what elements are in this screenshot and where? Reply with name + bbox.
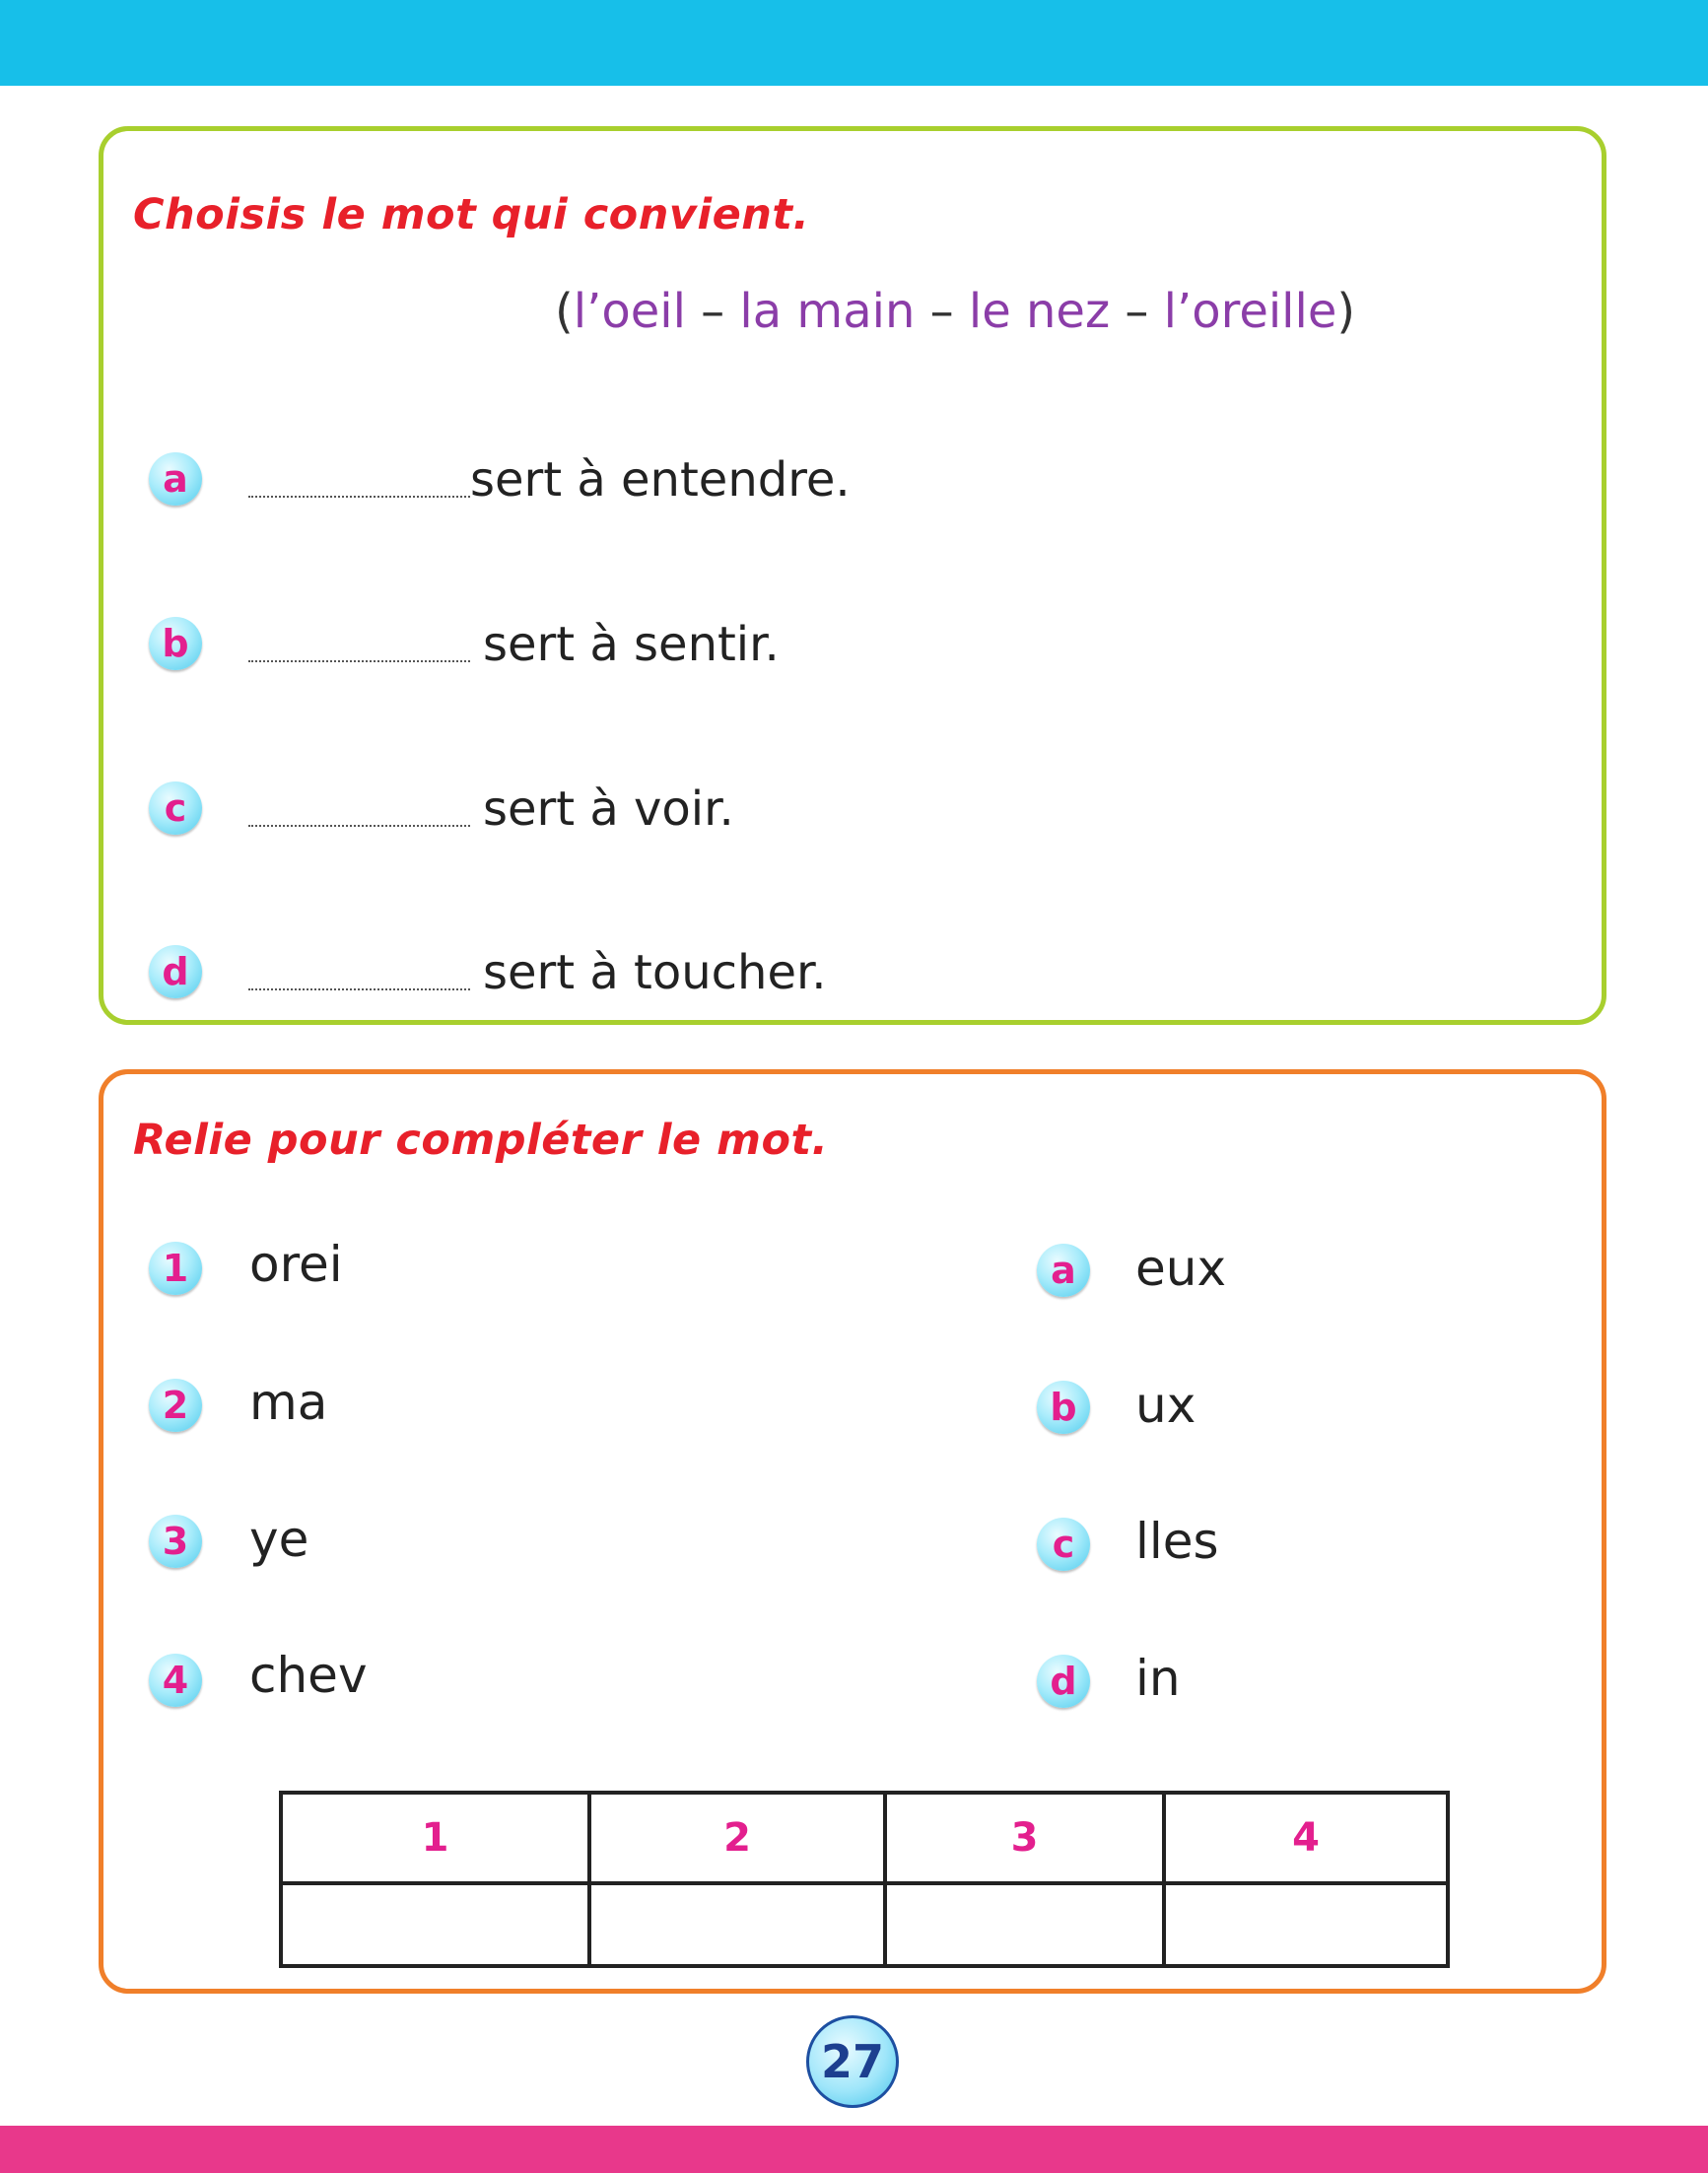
top-color-band xyxy=(0,0,1708,86)
right-ending-d[interactable]: in xyxy=(1135,1650,1181,1707)
right-ending-c[interactable]: lles xyxy=(1135,1513,1219,1570)
exercise-2-box xyxy=(99,1069,1606,1994)
word-bank-separator: – xyxy=(1110,284,1164,339)
word-bank-word: l’oreille xyxy=(1163,284,1337,339)
word-bank-open-paren: ( xyxy=(555,284,574,339)
left-word-2[interactable]: ma xyxy=(249,1374,328,1431)
sentence-d: sert à toucher. xyxy=(483,945,827,1000)
right-ending-b[interactable]: ux xyxy=(1135,1377,1196,1434)
right-bubble-c: c xyxy=(1037,1518,1090,1571)
right-bubble-b: b xyxy=(1037,1381,1090,1434)
sentence-b: sert à sentir. xyxy=(483,617,780,672)
answer-blank-c[interactable] xyxy=(248,825,470,827)
item-bubble-c: c xyxy=(149,781,202,835)
item-bubble-d: d xyxy=(149,945,202,998)
word-bank-close-paren: ) xyxy=(1336,284,1356,339)
left-bubble-4: 4 xyxy=(149,1654,202,1707)
item-bubble-a: a xyxy=(149,452,202,506)
left-word-1[interactable]: orei xyxy=(249,1236,343,1293)
word-bank-word: l’oeil xyxy=(573,284,686,339)
answer-table-header: 3 xyxy=(885,1793,1164,1883)
right-bubble-a: a xyxy=(1037,1244,1090,1297)
answer-table-header: 1 xyxy=(281,1793,589,1883)
answer-blank-b[interactable] xyxy=(248,660,470,662)
answer-cell-3[interactable] xyxy=(885,1883,1164,1966)
answer-blank-a[interactable] xyxy=(248,496,470,498)
word-bank-separator: – xyxy=(915,284,969,339)
answer-table-header: 4 xyxy=(1164,1793,1448,1883)
word-bank-word: le nez xyxy=(968,284,1111,339)
item-bubble-b: b xyxy=(149,617,202,670)
left-word-4[interactable]: chev xyxy=(249,1647,368,1704)
right-ending-a[interactable]: eux xyxy=(1135,1240,1227,1297)
answer-cell-2[interactable] xyxy=(589,1883,885,1966)
answer-table-answer-row xyxy=(281,1883,1448,1966)
page-number: 27 xyxy=(806,2015,899,2108)
word-bank-word: la main xyxy=(739,284,916,339)
answer-table-header: 2 xyxy=(589,1793,885,1883)
word-bank xyxy=(555,284,1355,339)
exercise-1-title: Choisis le mot qui convient. xyxy=(133,190,810,239)
left-bubble-3: 3 xyxy=(149,1515,202,1568)
answer-cell-4[interactable] xyxy=(1164,1883,1448,1966)
right-bubble-d: d xyxy=(1037,1655,1090,1708)
bottom-color-band xyxy=(0,2126,1708,2173)
answer-blank-d[interactable] xyxy=(248,988,470,990)
sentence-a: sert à entendre. xyxy=(470,452,851,508)
exercise-2-title: Relie pour compléter le mot. xyxy=(133,1116,829,1165)
left-word-3[interactable]: ye xyxy=(249,1511,309,1568)
sentence-c: sert à voir. xyxy=(483,781,734,837)
left-bubble-2: 2 xyxy=(149,1379,202,1432)
word-bank-separator: – xyxy=(685,284,740,339)
left-bubble-1: 1 xyxy=(149,1242,202,1295)
answer-table-header-row xyxy=(281,1793,1448,1883)
answer-table xyxy=(279,1791,1450,1968)
answer-cell-1[interactable] xyxy=(281,1883,589,1966)
exercise-1-box xyxy=(99,126,1606,1025)
